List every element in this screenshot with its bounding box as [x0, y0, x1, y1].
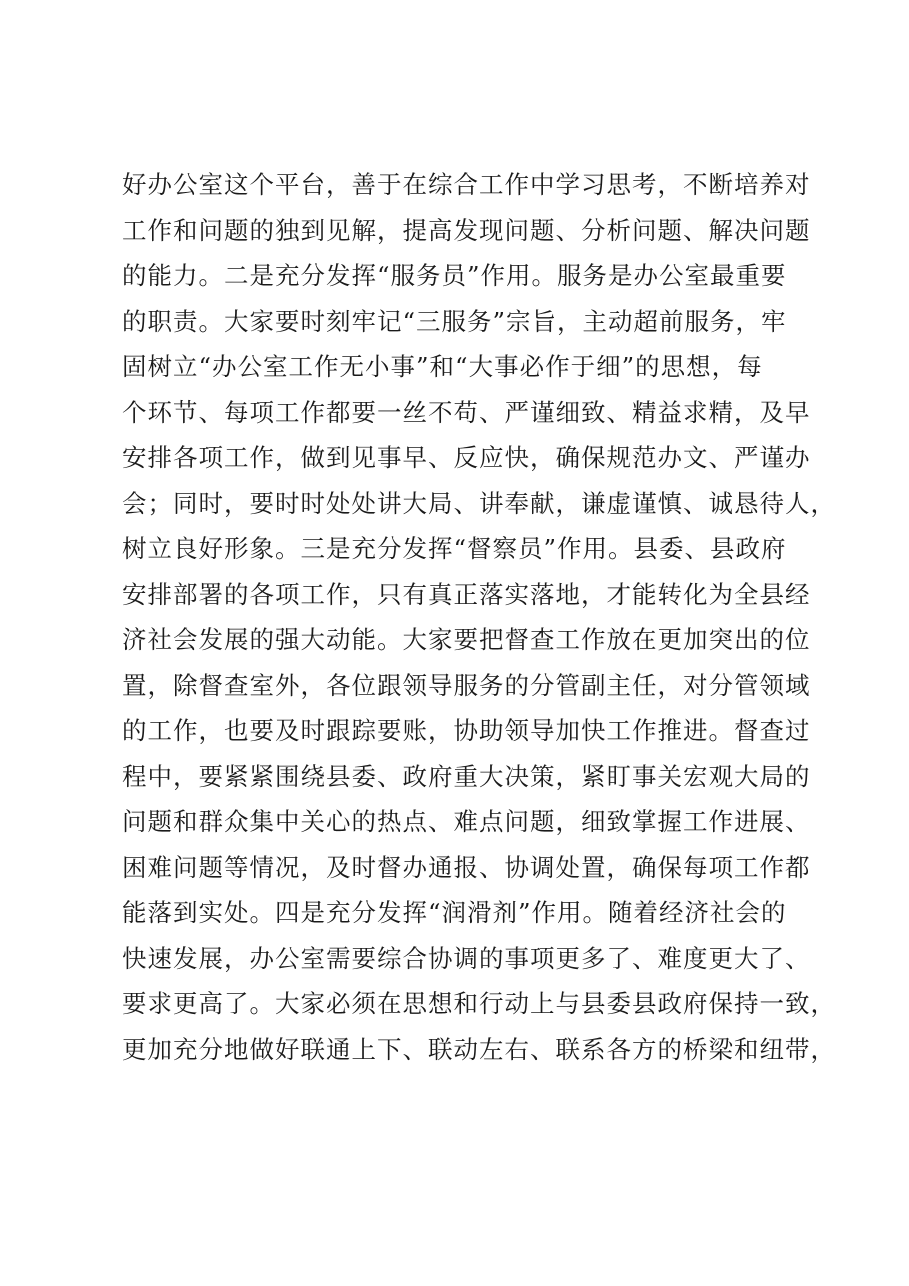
text-line-9: 树立良好形象。三是充分发挥“督察员”作用。县委、县政府 [122, 534, 787, 563]
text-line-18: 快速发展，办公室需要综合协调的事项更多了、难度更大了、 [122, 943, 811, 973]
text-line-14: 程中，要紧紧围绕县委、政府重大决策，紧盯事关宏观大局的 [122, 761, 811, 791]
text-line-12: 置，除督查室外，各位跟领导服务的分管副主任，对分管领域 [122, 670, 811, 700]
text-line-3: 的能力。二是充分发挥“服务员”作用。服务是办公室最重要 [122, 261, 787, 290]
text-line-13: 的工作，也要及时跟踪要账，协助领导加快工作推进。督查过 [122, 716, 811, 745]
text-line-17: 能落到实处。四是充分发挥“润滑剂”作用。随着经济社会的 [122, 898, 787, 927]
text-line-16: 困难问题等情况，及时督办通报、协调处置，确保每项工作都 [122, 852, 811, 882]
text-line-7: 安排各项工作，做到见事早、反应快，确保规范办文、严谨办 [122, 443, 811, 472]
text-line-4: 的职责。大家要时刻牢记“三服务”宗旨，主动超前服务，牢 [122, 306, 787, 336]
text-line-6: 个环节、每项工作都要一丝不苟、严谨细致、精益求精，及早 [122, 397, 811, 427]
text-line-20: 更加充分地做好联通上下、联动左右、联系各方的桥梁和纽带， [122, 1034, 836, 1064]
text-line-15: 问题和群众集中关心的热点、难点问题，细致掌握工作进展、 [122, 807, 811, 836]
text-line-11: 济社会发展的强大动能。大家要把督查工作放在更加突出的位 [122, 625, 811, 654]
text-line-8: 会；同时，要时时处处讲大局、讲奉献，谦虚谨慎、诚恳待人， [122, 488, 836, 518]
text-line-1: 好办公室这个平台，善于在综合工作中学习思考，不断培养对 [122, 170, 811, 199]
text-line-2: 工作和问题的独到见解，提高发现问题、分析问题、解决问题 [122, 215, 811, 245]
text-line-10: 安排部署的各项工作，只有真正落实落地，才能转化为全县经 [122, 579, 811, 609]
text-line-19: 要求更高了。大家必须在思想和行动上与县委县政府保持一致， [122, 989, 836, 1018]
text-line-5: 固树立“办公室工作无小事”和“大事必作于细”的思想，每 [122, 352, 763, 381]
body-paragraph [122, 162, 836, 1072]
